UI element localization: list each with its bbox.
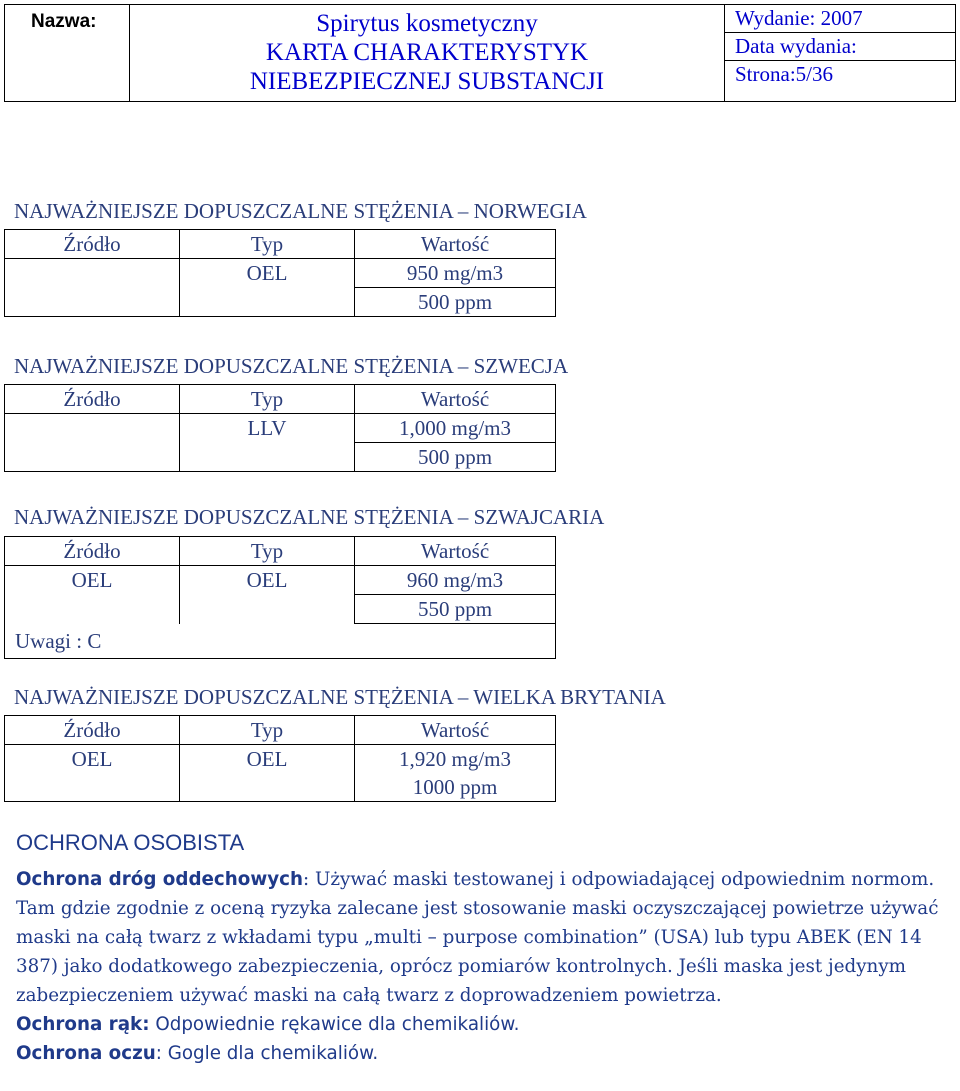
table-row bbox=[5, 288, 556, 317]
value-cell: 500 ppm bbox=[355, 288, 556, 317]
value-cell: 950 mg/m3 bbox=[355, 259, 556, 288]
limits-table-norway bbox=[4, 229, 556, 317]
source-cell: OEL bbox=[5, 745, 180, 774]
column-header-value: Wartość bbox=[355, 230, 556, 259]
respiratory-protection-label: Ochrona dróg oddechowych bbox=[16, 869, 303, 890]
type-cell-empty bbox=[180, 443, 355, 472]
title-cell bbox=[130, 5, 725, 102]
type-cell-empty bbox=[180, 773, 355, 802]
eye-protection-label: Ochrona oczu bbox=[16, 1043, 156, 1064]
personal-protection-title: OCHRONA OSOBISTA bbox=[16, 830, 245, 855]
source-cell bbox=[5, 259, 180, 288]
document-title-line1: KARTA CHARAKTERYSTYK bbox=[265, 39, 589, 66]
limits-table-uk bbox=[4, 715, 556, 802]
type-cell: LLV bbox=[180, 414, 355, 443]
value-cell: 1,000 mg/m3 bbox=[355, 414, 556, 443]
table-row bbox=[5, 259, 556, 288]
respiratory-protection-paragraph bbox=[16, 865, 946, 1010]
source-cell-empty bbox=[5, 595, 180, 624]
table-row bbox=[5, 414, 556, 443]
table-row bbox=[5, 566, 556, 595]
limits-table-switzerland bbox=[4, 536, 556, 659]
table-row bbox=[5, 230, 556, 259]
value-cell: 1,920 mg/m3 bbox=[355, 745, 556, 774]
table-row bbox=[5, 385, 556, 414]
hand-protection-label: Ochrona rąk: bbox=[16, 1014, 150, 1035]
column-header-source: Źródło bbox=[5, 385, 180, 414]
limits-table-sweden bbox=[4, 384, 556, 472]
name-label-cell bbox=[5, 5, 130, 102]
value-cell: 1000 ppm bbox=[355, 773, 556, 802]
value-cell: 500 ppm bbox=[355, 443, 556, 472]
column-header-type: Typ bbox=[180, 537, 355, 566]
type-cell-empty bbox=[180, 288, 355, 317]
column-header-value: Wartość bbox=[355, 537, 556, 566]
table-row bbox=[5, 537, 556, 566]
document-title-line2: NIEBEZPIECZNEJ SUBSTANCJI bbox=[249, 68, 605, 95]
column-header-source: Źródło bbox=[5, 230, 180, 259]
source-cell-empty bbox=[5, 443, 180, 472]
type-cell: OEL bbox=[180, 566, 355, 595]
source-cell: OEL bbox=[5, 566, 180, 595]
column-header-type: Typ bbox=[180, 385, 355, 414]
respiratory-protection-text: : Używać maski testowanej i odpowiadającej odpowiednim normom. Tam gdzie zgodnie z oceną ryzyka zalecane jest stosowanie maski oczyszczającej powietrze używać maski na całą twarz z wkładami typu „multi – purpose combination” (USA) lub typu ABEK (EN 14 387) jako dodatkowego zabezpieczenia, oprócz pomiarów kontrolnych. Jeśli maska jest jedynym zabezpieczeniem używać maski na całą twarz z doprowadzeniem powietrza. bbox=[16, 869, 939, 1006]
section-title-switzerland: NAJWAŻNIEJSZE DOPUSZCZALNE STĘŻENIA – SZWAJCARIA bbox=[14, 505, 605, 529]
issue-date: Data wydania: bbox=[725, 33, 955, 61]
remarks-cell: Uwagi : C bbox=[5, 624, 556, 659]
eye-protection-paragraph bbox=[16, 1039, 946, 1068]
hand-protection-text: Odpowiednie rękawice dla chemikaliów. bbox=[149, 1014, 520, 1035]
type-cell-empty bbox=[180, 595, 355, 624]
value-cell: 550 ppm bbox=[355, 595, 556, 624]
column-header-value: Wartość bbox=[355, 385, 556, 414]
name-label: Nazwa: bbox=[31, 11, 97, 32]
column-header-type: Typ bbox=[180, 230, 355, 259]
table-row bbox=[5, 443, 556, 472]
section-title-sweden: NAJWAŻNIEJSZE DOPUSZCZALNE STĘŻENIA – SZWECJA bbox=[14, 354, 569, 378]
eye-protection-text: : Gogle dla chemikaliów. bbox=[155, 1043, 379, 1064]
section-title-uk: NAJWAŻNIEJSZE DOPUSZCZALNE STĘŻENIA – WIELKA BRYTANIA bbox=[14, 685, 666, 709]
table-row bbox=[5, 624, 556, 659]
source-cell bbox=[5, 414, 180, 443]
product-name: Spirytus kosmetyczny bbox=[316, 10, 538, 37]
section-title-norway: NAJWAŻNIEJSZE DOPUSZCZALNE STĘŻENIA – NORWEGIA bbox=[14, 199, 587, 223]
type-cell: OEL bbox=[180, 745, 355, 774]
table-row bbox=[5, 773, 556, 802]
value-cell: 960 mg/m3 bbox=[355, 566, 556, 595]
table-row bbox=[5, 595, 556, 624]
source-cell-empty bbox=[5, 773, 180, 802]
source-cell-empty bbox=[5, 288, 180, 317]
table-row bbox=[5, 745, 556, 774]
table-row bbox=[5, 716, 556, 745]
type-cell: OEL bbox=[180, 259, 355, 288]
page-number: Strona:5/36 bbox=[735, 62, 833, 86]
edition-cell bbox=[725, 5, 956, 102]
column-header-source: Źródło bbox=[5, 537, 180, 566]
hand-protection-paragraph bbox=[16, 1010, 946, 1039]
column-header-source: Źródło bbox=[5, 716, 180, 745]
edition: Wydanie: 2007 bbox=[725, 5, 955, 33]
document-header bbox=[4, 4, 956, 102]
column-header-value: Wartość bbox=[355, 716, 556, 745]
column-header-type: Typ bbox=[180, 716, 355, 745]
personal-protection-body bbox=[16, 865, 946, 1068]
